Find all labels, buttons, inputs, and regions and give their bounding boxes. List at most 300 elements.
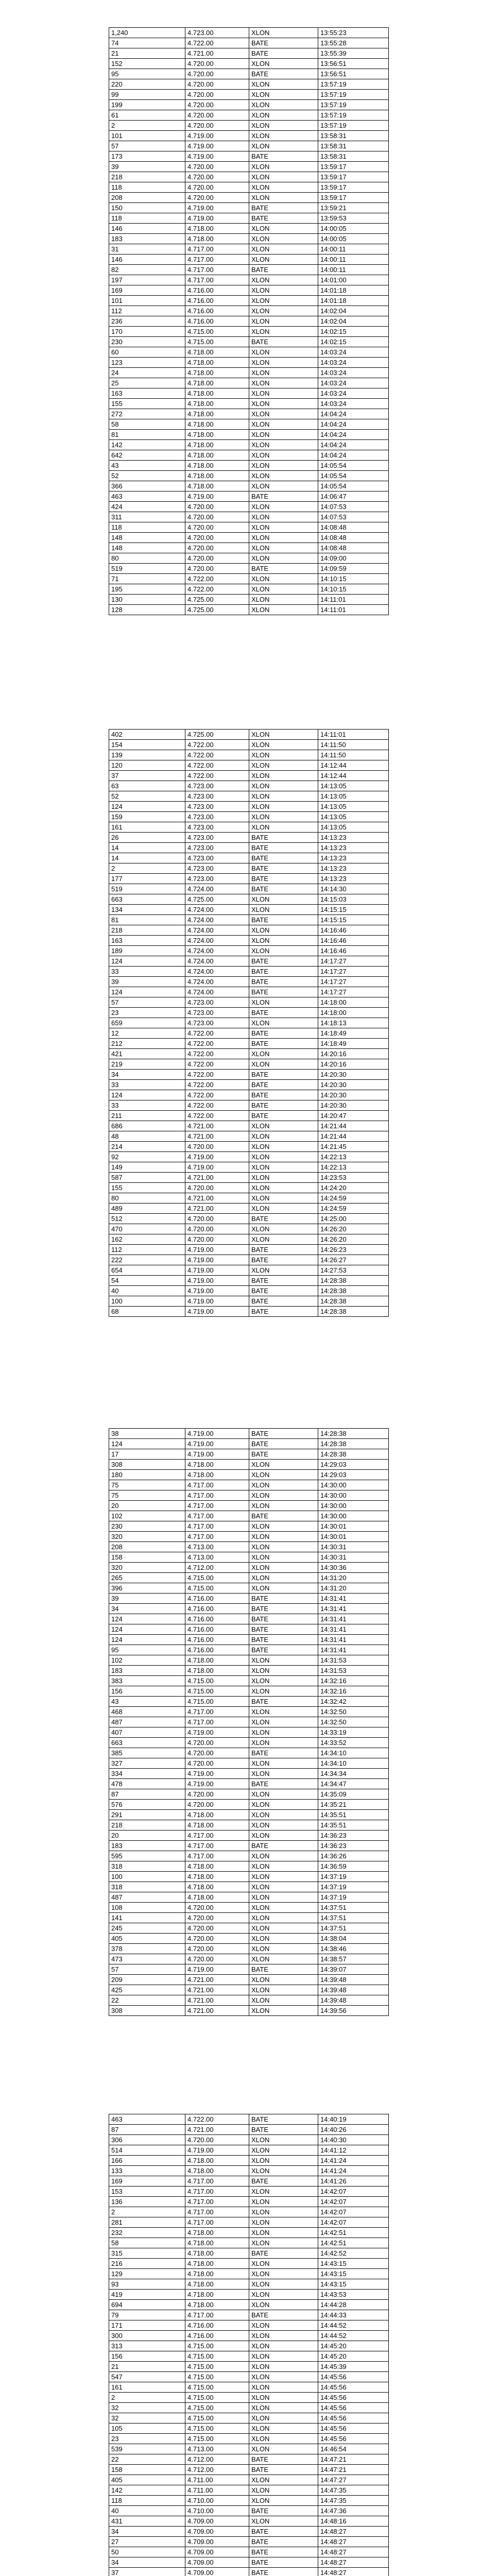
time-cell: 14:31:20 xyxy=(318,1573,389,1583)
price-cell: 4.717.00 xyxy=(185,1501,249,1511)
venue-cell: XLON xyxy=(249,2516,318,2527)
price-cell: 4.716.00 xyxy=(185,306,249,316)
volume-cell: 43 xyxy=(109,461,185,471)
venue-cell: XLON xyxy=(249,1975,318,1985)
venue-cell: XLON xyxy=(249,791,318,802)
venue-cell: BATE xyxy=(249,874,318,884)
volume-cell: 37 xyxy=(109,2568,185,2576)
venue-cell: XLON xyxy=(249,244,318,255)
time-cell: 14:10:15 xyxy=(318,574,389,584)
table-row xyxy=(109,936,389,946)
volume-cell: 587 xyxy=(109,1173,185,1183)
table-row xyxy=(109,1934,389,1944)
price-cell: 4.722.00 xyxy=(185,584,249,595)
venue-cell: XLON xyxy=(249,1224,318,1234)
volume-cell: 318 xyxy=(109,1882,185,1892)
table-row xyxy=(109,1655,389,1666)
table-row xyxy=(109,863,389,874)
time-cell: 14:37:19 xyxy=(318,1882,389,1892)
time-cell: 14:31:41 xyxy=(318,1635,389,1645)
price-cell: 4.717.00 xyxy=(185,2197,249,2207)
venue-cell: XLON xyxy=(249,481,318,492)
volume-cell: 124 xyxy=(109,987,185,997)
table-row xyxy=(109,224,389,234)
table-row xyxy=(109,812,389,822)
price-cell: 4.722.00 xyxy=(185,1028,249,1039)
volume-cell: 95 xyxy=(109,1645,185,1655)
price-cell: 4.719.00 xyxy=(185,1307,249,1317)
table-row xyxy=(109,59,389,69)
table-row xyxy=(109,1090,389,1100)
venue-cell: XLON xyxy=(249,1059,318,1070)
table-row xyxy=(109,1070,389,1080)
table-row xyxy=(109,1624,389,1635)
volume-cell: 195 xyxy=(109,584,185,595)
table-row xyxy=(109,1666,389,1676)
price-cell: 4.720.00 xyxy=(185,100,249,110)
time-cell: 14:48:27 xyxy=(318,2547,389,2557)
table-row xyxy=(109,2444,389,2454)
time-cell: 14:28:38 xyxy=(318,1286,389,1296)
price-cell: 4.713.00 xyxy=(185,2444,249,2454)
time-cell: 14:21:45 xyxy=(318,1142,389,1152)
price-cell: 4.724.00 xyxy=(185,946,249,956)
volume-cell: 320 xyxy=(109,1563,185,1573)
venue-cell: XLON xyxy=(249,399,318,409)
price-cell: 4.723.00 xyxy=(185,1008,249,1018)
table-row xyxy=(109,2310,389,2320)
table-row xyxy=(109,1604,389,1614)
price-cell: 4.722.00 xyxy=(185,574,249,584)
volume-cell: 171 xyxy=(109,2320,185,2331)
volume-cell: 75 xyxy=(109,1480,185,1490)
trade-table-block-4 xyxy=(109,2114,388,2576)
volume-cell: 22 xyxy=(109,2454,185,2465)
venue-cell: XLON xyxy=(249,781,318,791)
venue-cell: BATE xyxy=(249,833,318,843)
table-row xyxy=(109,2269,389,2279)
time-cell: 14:30:36 xyxy=(318,1563,389,1573)
table-row xyxy=(109,1255,389,1265)
price-cell: 4.716.00 xyxy=(185,1604,249,1614)
table-row xyxy=(109,2496,389,2506)
venue-cell: BATE xyxy=(249,2527,318,2537)
time-cell: 14:18:49 xyxy=(318,1028,389,1039)
venue-cell: BATE xyxy=(249,1635,318,1645)
time-cell: 14:13:23 xyxy=(318,863,389,874)
venue-cell: XLON xyxy=(249,1810,318,1820)
price-cell: 4.718.00 xyxy=(185,399,249,409)
venue-cell: XLON xyxy=(249,2300,318,2310)
venue-cell: BATE xyxy=(249,1439,318,1449)
venue-cell: BATE xyxy=(249,151,318,162)
volume-cell: 265 xyxy=(109,1573,185,1583)
volume-cell: 139 xyxy=(109,750,185,760)
volume-cell: 102 xyxy=(109,1655,185,1666)
volume-cell: 385 xyxy=(109,1748,185,1758)
time-cell: 14:48:27 xyxy=(318,2557,389,2568)
venue-cell: XLON xyxy=(249,1490,318,1501)
price-cell: 4.720.00 xyxy=(185,1758,249,1769)
venue-cell: BATE xyxy=(249,2537,318,2547)
venue-cell: XLON xyxy=(249,1552,318,1563)
table-row xyxy=(109,2238,389,2248)
volume-cell: 216 xyxy=(109,2259,185,2269)
time-cell: 14:44:28 xyxy=(318,2300,389,2310)
venue-cell: BATE xyxy=(249,38,318,48)
price-cell: 4.719.00 xyxy=(185,141,249,151)
price-cell: 4.718.00 xyxy=(185,1861,249,1872)
table-row xyxy=(109,1676,389,1686)
venue-cell: BATE xyxy=(249,2114,318,2125)
volume-cell: 156 xyxy=(109,1686,185,1697)
venue-cell: XLON xyxy=(249,1758,318,1769)
venue-cell: XLON xyxy=(249,750,318,760)
venue-cell: XLON xyxy=(249,1789,318,1800)
table-row xyxy=(109,461,389,471)
volume-cell: 487 xyxy=(109,1892,185,1903)
venue-cell: BATE xyxy=(249,1624,318,1635)
time-cell: 14:08:48 xyxy=(318,543,389,553)
venue-cell: XLON xyxy=(249,1501,318,1511)
venue-cell: BATE xyxy=(249,564,318,574)
volume-cell: 169 xyxy=(109,285,185,296)
venue-cell: XLON xyxy=(249,1820,318,1831)
price-cell: 4.717.00 xyxy=(185,265,249,275)
price-cell: 4.723.00 xyxy=(185,1018,249,1028)
volume-cell: 686 xyxy=(109,1121,185,1131)
price-cell: 4.716.00 xyxy=(185,296,249,306)
volume-cell: 281 xyxy=(109,2217,185,2228)
time-cell: 13:58:31 xyxy=(318,141,389,151)
venue-cell: XLON xyxy=(249,1944,318,1954)
volume-cell: 405 xyxy=(109,1934,185,1944)
time-cell: 14:15:15 xyxy=(318,915,389,925)
venue-cell: XLON xyxy=(249,2207,318,2217)
table-row xyxy=(109,1028,389,1039)
venue-cell: XLON xyxy=(249,553,318,564)
venue-cell: XLON xyxy=(249,2372,318,2382)
price-cell: 4.720.00 xyxy=(185,1923,249,1934)
time-cell: 14:11:01 xyxy=(318,730,389,740)
time-cell: 14:41:24 xyxy=(318,2166,389,2176)
venue-cell: XLON xyxy=(249,2166,318,2176)
venue-cell: XLON xyxy=(249,1717,318,1727)
price-cell: 4.721.00 xyxy=(185,2006,249,2016)
table-row xyxy=(109,1224,389,1234)
table-row xyxy=(109,802,389,812)
table-row xyxy=(109,2506,389,2516)
price-cell: 4.720.00 xyxy=(185,182,249,193)
volume-cell: 152 xyxy=(109,59,185,69)
price-cell: 4.717.00 xyxy=(185,2310,249,2320)
table-row xyxy=(109,502,389,512)
price-cell: 4.715.00 xyxy=(185,1676,249,1686)
volume-cell: 39 xyxy=(109,1594,185,1604)
price-cell: 4.718.00 xyxy=(185,1470,249,1480)
volume-cell: 40 xyxy=(109,2506,185,2516)
volume-cell: 12 xyxy=(109,1028,185,1039)
price-cell: 4.719.00 xyxy=(185,213,249,224)
table-row xyxy=(109,574,389,584)
price-cell: 4.720.00 xyxy=(185,1234,249,1245)
time-cell: 14:32:50 xyxy=(318,1707,389,1717)
table-row xyxy=(109,833,389,843)
volume-cell: 79 xyxy=(109,2310,185,2320)
volume-cell: 22 xyxy=(109,1995,185,2006)
price-cell: 4.718.00 xyxy=(185,2269,249,2279)
venue-cell: XLON xyxy=(249,471,318,481)
time-cell: 14:17:27 xyxy=(318,956,389,967)
venue-cell: BATE xyxy=(249,69,318,79)
table-row xyxy=(109,38,389,48)
venue-cell: XLON xyxy=(249,1142,318,1152)
time-cell: 14:13:05 xyxy=(318,781,389,791)
table-row xyxy=(109,1697,389,1707)
price-cell: 4.717.00 xyxy=(185,2187,249,2197)
table-row xyxy=(109,193,389,203)
price-cell: 4.721.00 xyxy=(185,1204,249,1214)
price-cell: 4.718.00 xyxy=(185,1810,249,1820)
venue-cell: BATE xyxy=(249,1286,318,1296)
volume-cell: 2 xyxy=(109,2393,185,2403)
volume-cell: 208 xyxy=(109,193,185,203)
table-row xyxy=(109,1594,389,1604)
venue-cell: XLON xyxy=(249,2496,318,2506)
venue-cell: XLON xyxy=(249,2238,318,2248)
volume-cell: 155 xyxy=(109,1183,185,1193)
table-row xyxy=(109,203,389,213)
time-cell: 14:47:35 xyxy=(318,2496,389,2506)
venue-cell: BATE xyxy=(249,1276,318,1286)
volume-cell: 659 xyxy=(109,1018,185,1028)
time-cell: 14:45:56 xyxy=(318,2403,389,2413)
table-row xyxy=(109,1111,389,1121)
volume-cell: 146 xyxy=(109,224,185,234)
price-cell: 4.720.00 xyxy=(185,1183,249,1193)
venue-cell: BATE xyxy=(249,2547,318,2557)
price-cell: 4.718.00 xyxy=(185,378,249,388)
price-cell: 4.722.00 xyxy=(185,1059,249,1070)
volume-cell: 383 xyxy=(109,1676,185,1686)
volume-cell: 105 xyxy=(109,2424,185,2434)
time-cell: 14:35:09 xyxy=(318,1789,389,1800)
time-cell: 14:30:31 xyxy=(318,1542,389,1552)
price-cell: 4.719.00 xyxy=(185,1162,249,1173)
table-row xyxy=(109,1882,389,1892)
venue-cell: BATE xyxy=(249,492,318,502)
price-cell: 4.712.00 xyxy=(185,2454,249,2465)
table-row xyxy=(109,2568,389,2576)
venue-cell: XLON xyxy=(249,2279,318,2290)
venue-cell: XLON xyxy=(249,2156,318,2166)
venue-cell: XLON xyxy=(249,1542,318,1552)
table-row xyxy=(109,1429,389,1439)
venue-cell: XLON xyxy=(249,2006,318,2016)
price-cell: 4.718.00 xyxy=(185,1892,249,1903)
venue-cell: BATE xyxy=(249,1614,318,1624)
venue-cell: BATE xyxy=(249,1008,318,1018)
venue-cell: BATE xyxy=(249,1100,318,1111)
time-cell: 13:55:28 xyxy=(318,38,389,48)
volume-cell: 236 xyxy=(109,316,185,327)
table-row xyxy=(109,1573,389,1583)
time-cell: 14:45:56 xyxy=(318,2424,389,2434)
table-row xyxy=(109,543,389,553)
table-row xyxy=(109,1142,389,1152)
time-cell: 13:59:17 xyxy=(318,193,389,203)
venue-cell: XLON xyxy=(249,285,318,296)
table-row xyxy=(109,2166,389,2176)
time-cell: 14:30:00 xyxy=(318,1501,389,1511)
volume-cell: 24 xyxy=(109,368,185,378)
volume-cell: 58 xyxy=(109,2238,185,2248)
venue-cell: XLON xyxy=(249,141,318,151)
price-cell: 4.722.00 xyxy=(185,1070,249,1080)
time-cell: 14:31:41 xyxy=(318,1594,389,1604)
time-cell: 14:09:00 xyxy=(318,553,389,564)
price-cell: 4.720.00 xyxy=(185,522,249,533)
venue-cell: BATE xyxy=(249,843,318,853)
time-cell: 14:28:38 xyxy=(318,1307,389,1317)
table-row xyxy=(109,2125,389,2135)
time-cell: 14:48:27 xyxy=(318,2568,389,2576)
table-row xyxy=(109,234,389,244)
venue-cell: XLON xyxy=(249,430,318,440)
venue-cell: XLON xyxy=(249,1666,318,1676)
table-row xyxy=(109,69,389,79)
price-cell: 4.718.00 xyxy=(185,2248,249,2259)
time-cell: 14:11:01 xyxy=(318,605,389,615)
volume-cell: 468 xyxy=(109,1707,185,1717)
volume-cell: 48 xyxy=(109,1131,185,1142)
time-cell: 14:35:51 xyxy=(318,1820,389,1831)
venue-cell: BATE xyxy=(249,2506,318,2516)
price-cell: 4.718.00 xyxy=(185,2228,249,2238)
volume-cell: 419 xyxy=(109,2290,185,2300)
volume-cell: 39 xyxy=(109,977,185,987)
time-cell: 14:42:51 xyxy=(318,2228,389,2238)
table-row xyxy=(109,285,389,296)
volume-cell: 166 xyxy=(109,2156,185,2166)
venue-cell: XLON xyxy=(249,182,318,193)
time-cell: 14:43:15 xyxy=(318,2279,389,2290)
venue-cell: XLON xyxy=(249,1861,318,1872)
volume-cell: 23 xyxy=(109,1008,185,1018)
venue-cell: XLON xyxy=(249,574,318,584)
volume-cell: 92 xyxy=(109,1152,185,1162)
venue-cell: BATE xyxy=(249,2125,318,2135)
venue-cell: XLON xyxy=(249,905,318,915)
volume-cell: 124 xyxy=(109,1624,185,1635)
volume-cell: 663 xyxy=(109,894,185,905)
venue-cell: BATE xyxy=(249,48,318,59)
table-row xyxy=(109,327,389,337)
volume-cell: 25 xyxy=(109,378,185,388)
table-row xyxy=(109,1820,389,1831)
venue-cell: XLON xyxy=(249,121,318,131)
venue-cell: XLON xyxy=(249,2362,318,2372)
volume-cell: 489 xyxy=(109,1204,185,1214)
price-cell: 4.718.00 xyxy=(185,368,249,378)
price-cell: 4.721.00 xyxy=(185,1995,249,2006)
time-cell: 14:32:16 xyxy=(318,1676,389,1686)
venue-cell: BATE xyxy=(249,2557,318,2568)
venue-cell: XLON xyxy=(249,925,318,936)
venue-cell: XLON xyxy=(249,2475,318,2485)
price-cell: 4.724.00 xyxy=(185,967,249,977)
venue-cell: XLON xyxy=(249,1204,318,1214)
table-row xyxy=(109,760,389,771)
venue-cell: XLON xyxy=(249,358,318,368)
volume-cell: 23 xyxy=(109,2434,185,2444)
price-cell: 4.724.00 xyxy=(185,915,249,925)
table-row xyxy=(109,182,389,193)
table-row xyxy=(109,1923,389,1934)
price-cell: 4.720.00 xyxy=(185,193,249,203)
time-cell: 14:34:10 xyxy=(318,1758,389,1769)
time-cell: 14:11:50 xyxy=(318,750,389,760)
time-cell: 14:31:41 xyxy=(318,1624,389,1635)
time-cell: 14:31:41 xyxy=(318,1604,389,1614)
price-cell: 4.722.00 xyxy=(185,38,249,48)
venue-cell: XLON xyxy=(249,131,318,141)
table-row xyxy=(109,337,389,347)
venue-cell: BATE xyxy=(249,1111,318,1121)
venue-cell: BATE xyxy=(249,977,318,987)
price-cell: 4.719.00 xyxy=(185,2145,249,2156)
venue-cell: BATE xyxy=(249,1245,318,1255)
table-row xyxy=(109,2341,389,2351)
volume-cell: 153 xyxy=(109,2187,185,2197)
time-cell: 14:04:24 xyxy=(318,450,389,461)
price-cell: 4.725.00 xyxy=(185,730,249,740)
price-cell: 4.715.00 xyxy=(185,337,249,347)
volume-cell: 108 xyxy=(109,1903,185,1913)
price-cell: 4.720.00 xyxy=(185,1748,249,1758)
volume-cell: 214 xyxy=(109,1142,185,1152)
venue-cell: XLON xyxy=(249,1265,318,1276)
volume-cell: 124 xyxy=(109,802,185,812)
table-row xyxy=(109,987,389,997)
volume-cell: 183 xyxy=(109,1666,185,1676)
time-cell: 14:31:53 xyxy=(318,1666,389,1676)
time-cell: 14:18:00 xyxy=(318,997,389,1008)
table-row xyxy=(109,450,389,461)
time-cell: 14:00:11 xyxy=(318,255,389,265)
table-row xyxy=(109,730,389,740)
time-cell: 14:20:30 xyxy=(318,1100,389,1111)
price-cell: 4.715.00 xyxy=(185,2413,249,2424)
volume-cell: 158 xyxy=(109,1552,185,1563)
venue-cell: BATE xyxy=(249,2465,318,2475)
table-row xyxy=(109,1810,389,1820)
price-cell: 4.723.00 xyxy=(185,853,249,863)
venue-cell: XLON xyxy=(249,2444,318,2454)
table-row xyxy=(109,1738,389,1748)
trade-table xyxy=(109,27,389,615)
time-cell: 13:59:17 xyxy=(318,162,389,172)
venue-cell: XLON xyxy=(249,1655,318,1666)
price-cell: 4.723.00 xyxy=(185,791,249,802)
price-cell: 4.719.00 xyxy=(185,1152,249,1162)
volume-cell: 43 xyxy=(109,1697,185,1707)
volume-cell: 52 xyxy=(109,791,185,802)
venue-cell: XLON xyxy=(249,605,318,615)
venue-cell: XLON xyxy=(249,2424,318,2434)
price-cell: 4.720.00 xyxy=(185,1789,249,1800)
time-cell: 14:42:52 xyxy=(318,2248,389,2259)
